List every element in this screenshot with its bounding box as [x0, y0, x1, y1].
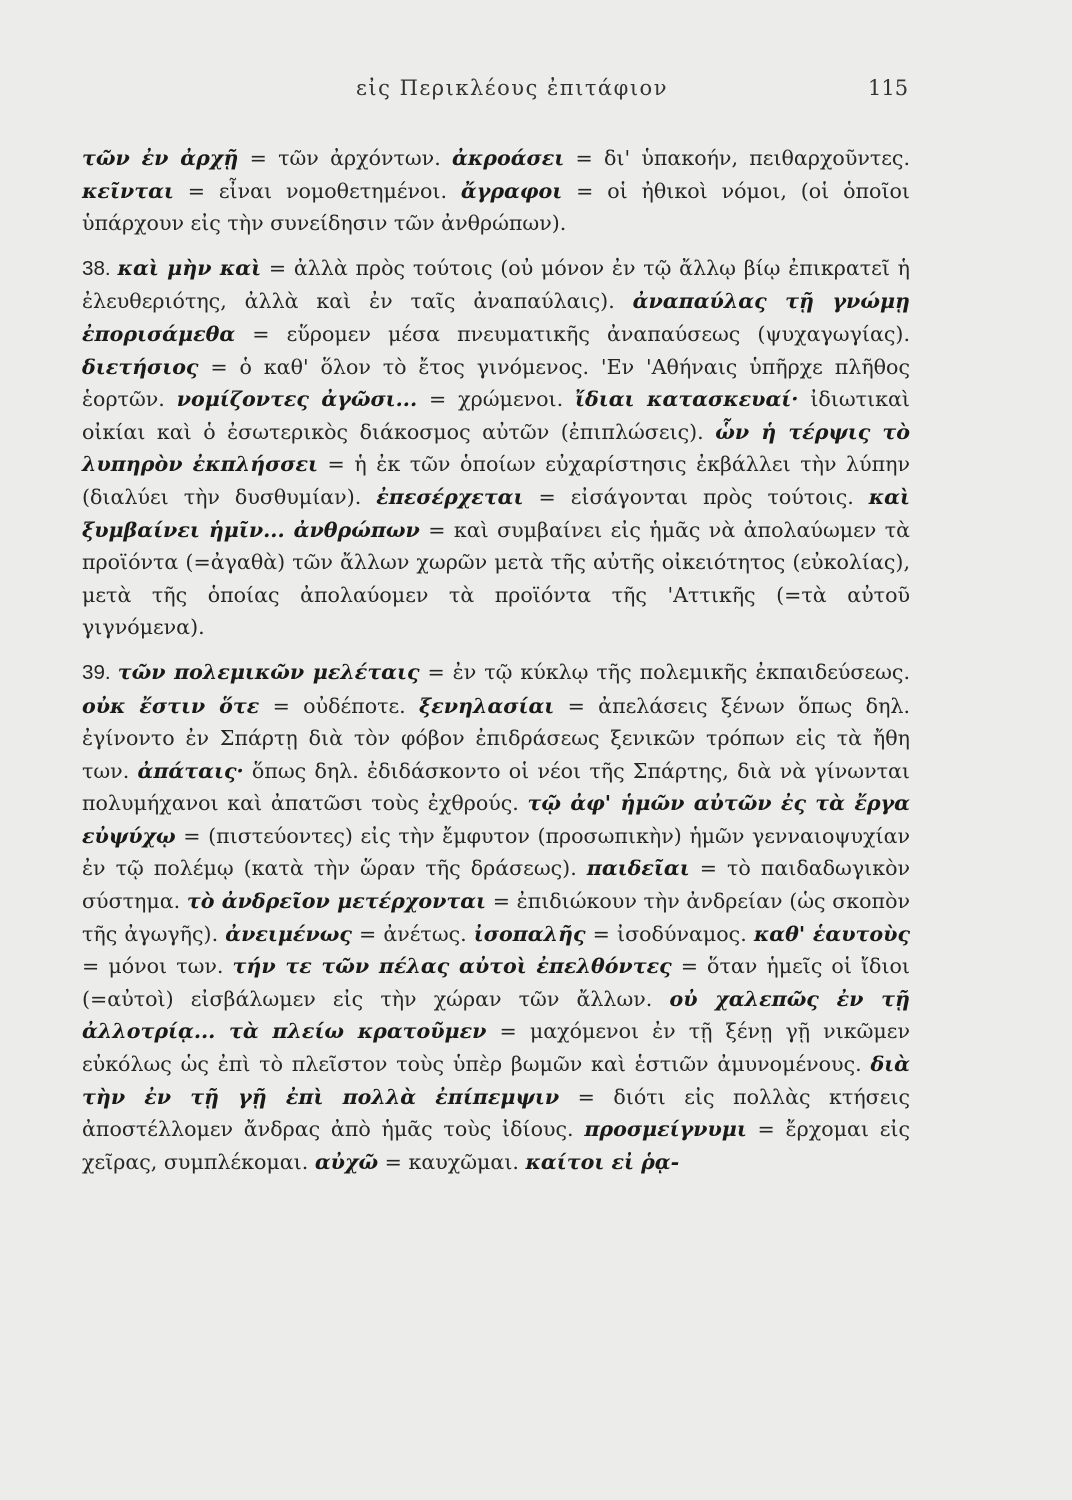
gloss-text: = ἡ ἐκ τῶν ὁποίων εὐχαρίστησις ἐκβάλλει τὴν λύπην (διαλύει τὴν δυσθυμίαν). — [82, 452, 910, 509]
gloss-text: = οὐδέποτε. — [259, 693, 420, 718]
gloss-text: = ἐπιδιώκουν τὴν ἀνδρείαν (ὡς σκοπὸν τῆς ἀγωγῆς). — [82, 889, 910, 946]
paragraph-number: 39. — [82, 660, 118, 684]
lemma-term: ἐπεσέρχεται — [376, 484, 524, 509]
lemma-term: τὸ ἀνδρεῖον μετέρχονται — [186, 889, 487, 914]
lemma-term: τῷ ἀφ' ἡμῶν αὐτῶν ἐς τὰ ἔργα εὐψύχῳ — [82, 791, 910, 848]
lemma-term: ἀναπαύλας τῇ γνώμῃ ἐπορισάμεθα — [82, 289, 911, 346]
gloss-text: = ἐν τῷ κύκλῳ τῆς πολεμικῆς ἐκπαιδεύσεως. — [419, 659, 910, 684]
lemma-term: καὶ ξυμβαίνει ἡμῖν... ἀνθρώπων — [82, 484, 910, 542]
gloss-text: = καὶ συμβαίνει εἰς ἡμᾶς νὰ ἀπολαύωμεν τὰ προϊόντα (=ἀγαθὰ) τῶν ἄλλων χωρῶν μετὰ τῆς αὐτῆς οἰκειότητος (εὐκολίας), μετὰ τῆς ὁποίας ἀπολαύομεν τὰ προϊόντα τῆς 'Αττικῆς (=τὰ αὐτοῦ γιγνόμενα). — [82, 517, 910, 640]
lemma-term: οὐκ ἔστιν ὅτε — [82, 693, 260, 718]
lemma-term: νομίζοντες ἀγῶσι... — [176, 387, 418, 412]
gloss-text: = εἶναι νομοθετημένοι. — [173, 178, 461, 203]
page-number: 115 — [868, 76, 909, 100]
paragraph-number: 38. — [82, 256, 118, 280]
gloss-text: = ἀλλὰ πρὸς τούτοις (οὐ μόνον ἐν τῷ ἄλλῳ βίῳ ἐπικρατεῖ ἡ ἐλευθεριότης, ἀλλὰ καὶ ἐν ταῖς ἀναπαύλαις). — [82, 255, 910, 314]
paragraph-38 — [82, 252, 910, 644]
gloss-text: = (πιστεύοντες) εἰς τὴν ἔμφυτον (προσωπικὴν) ἡμῶν γενναιοψυχίαν ἐν τῷ πολέμῳ (κατὰ τὴν ὥραν τῆς δράσεως). — [82, 823, 910, 881]
lemma-term: ἴδιαι κατασκευαί· — [575, 387, 799, 412]
gloss-text: = ὅταν ἡμεῖς οἱ ἴδιοι (=αὐτοὶ) εἰσβάλωμεν εἰς τὴν χώραν τῶν ἄλλων. — [82, 954, 911, 1011]
gloss-text: = ἀνέτως. — [351, 921, 474, 946]
gloss-text: = μόνοι των. — [82, 954, 233, 979]
gloss-text: = τὸ παιδαδωγικὸν σύστημα. — [82, 856, 910, 914]
lemma-term: κεῖνται — [82, 178, 174, 203]
commentary-body — [82, 142, 910, 1178]
running-title: εἰς Περικλέους ἐπιτάφιον — [356, 76, 668, 100]
gloss-text: = ἀπελάσεις ξένων ὅπως δηλ. ἐγίνοντο ἐν Σπάρτῃ διὰ τὸν φόβον ἐπιδράσεως ξενικῶν τρόπων εἰς τὰ ἤθη των. — [82, 693, 910, 783]
gloss-text: = καυχῶμαι. — [378, 1149, 526, 1174]
gloss-text: = τῶν ἀρχόντων. — [238, 146, 452, 170]
lemma-term: παιδεῖαι — [586, 856, 690, 881]
lemma-term: ἀκροάσει — [452, 146, 565, 170]
gloss-text: = χρώμενοι. — [417, 387, 576, 412]
paragraph-intro — [82, 142, 910, 240]
paragraph-39 — [82, 656, 910, 1179]
gloss-text: = ἔρχομαι εἰς χεῖρας, συμπλέκομαι. — [82, 1117, 910, 1174]
lemma-term: καθ' ἑαυτοὺς — [753, 921, 910, 946]
gloss-text: ἰδιωτικαὶ οἰκίαι καὶ ὁ ἐσωτερικὸς διάκοσμος αὐτῶν (ἐπιπλώσεις). — [82, 387, 910, 444]
lemma-term: διετήσιος — [82, 354, 199, 379]
gloss-text: ὅπως δηλ. ἐδιδάσκοντο οἱ νέοι τῆς Σπάρτης, διὰ νὰ γίνωνται πολυμήχανοι καὶ ἀπατῶσι τοὺς ἐχθρούς. — [82, 758, 910, 816]
gloss-text: = ὁ καθ' ὅλον τὸ ἔτος γινόμενος. 'Εν 'Αθήναις ὑπῆρχε πλῆθος ἑορτῶν. — [82, 354, 910, 412]
lemma-term: καὶ μὴν καὶ — [117, 255, 262, 280]
lemma-term: ξενηλασίαι — [419, 693, 555, 718]
gloss-text: = εὕρομεν μέσα πνευματικῆς ἀναπαύσεως (ψυχαγωγίας). — [235, 321, 910, 346]
gloss-text: = δι' ὑπακοήν, πειθαρχοῦντες. — [564, 146, 910, 170]
lemma-term: ἄγραφοι — [460, 178, 563, 203]
lemma-term: ἀνειμένως — [225, 921, 352, 946]
lemma-term: ἰσοπαλῆς — [473, 921, 586, 946]
gloss-text: = μαχόμενοι ἐν τῇ ξένῃ γῇ νικῶμεν εὐκόλως ὡς ἐπὶ τὸ πλεῖστον τοὺς ὑπὲρ βωμῶν καὶ ἑστιῶν ἀμυνομένους. — [82, 1019, 910, 1077]
page-header — [0, 76, 1072, 106]
lemma-term: τῶν ἐν ἀρχῇ — [82, 146, 239, 170]
lemma-term: τῶν πολεμικῶν μελέταις — [117, 659, 420, 684]
gloss-text: = εἰσάγονται πρὸς τούτοις. — [523, 484, 869, 509]
lemma-term: προσμείγνυμι — [584, 1117, 747, 1142]
lemma-term: οὐ χαλεπῶς ἐν τῇ ἀλλοτρίᾳ... τὰ πλείω κρατοῦμεν — [82, 986, 910, 1044]
lemma-term: αὐχῶ — [314, 1149, 379, 1174]
lemma-term: τήν τε τῶν πέλας αὐτοὶ ἐπελθόντες — [232, 954, 672, 979]
gloss-text: = διότι εἰς πολλὰς κτήσεις ἀποστέλλομεν ἄνδρας ἀπὸ ἡμᾶς τοὺς ἰδίους. — [82, 1084, 910, 1142]
gloss-text: = ἰσοδύναμος. — [585, 921, 754, 946]
lemma-term: διὰ τὴν ἐν τῇ γῇ ἐπὶ πολλὰ ἐπίπεμψιν — [82, 1052, 910, 1109]
lemma-term: ἀπάταις· — [137, 758, 244, 783]
lemma-term: ὧν ἡ τέρψις τὸ λυπηρὸν ἐκπλήσσει — [82, 419, 910, 477]
lemma-term: καίτοι εἰ ῥᾳ- — [525, 1149, 680, 1174]
gloss-text: = οἱ ἠθικοὶ νόμοι, (οἱ ὁποῖοι ὑπάρχουν εἰς τὴν συνείδησιν τῶν ἀνθρώπων). — [82, 178, 910, 236]
